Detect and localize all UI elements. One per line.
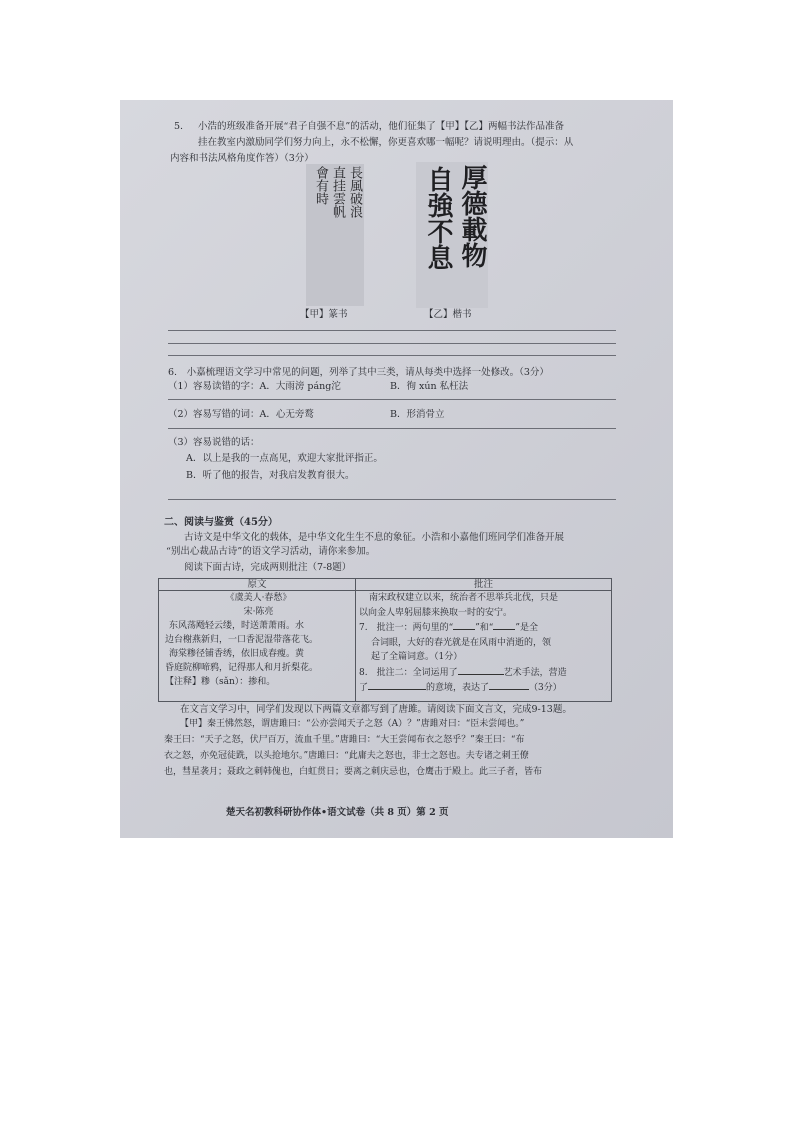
note-7-line3: 起了全篇词意。（1分） <box>371 652 463 662</box>
answer-blank[interactable] <box>458 665 504 675</box>
q5-number: 5. <box>174 121 184 132</box>
prose-line: 衣之怒，亦免冠徒跣，以头抢地尔。”唐雎曰：“此庸夫之怒也，非士之怒也。夫专诸之刺王僚 <box>164 751 529 761</box>
jia-col-1: 長風破浪 <box>347 166 362 218</box>
answer-blank[interactable] <box>453 620 475 630</box>
q6-sub3-label: （3）容易说错的话： <box>168 437 260 448</box>
poem-instruction: 阅读下面古诗，完成两则批注（7-8题） <box>184 562 352 573</box>
poem-line: 边台榭燕新归，一口香泥湿带落花飞。 <box>165 635 319 645</box>
yi-col-left: 自強不息 <box>423 166 453 270</box>
q6-sub3-a: A．以上是我的一点高见，欢迎大家批评指正。 <box>186 453 383 464</box>
note-7-text-c: ”是全 <box>515 623 539 633</box>
scanned-exam-page <box>120 100 673 838</box>
prose-line: 【甲】秦王怫然怒，谓唐雎曰：“公亦尝闻天子之怒（A）？”唐雎对曰：“臣未尝闻也。” <box>180 719 525 729</box>
yi-caption: 【乙】楷书 <box>424 309 472 320</box>
q6-sub3-b: B．听了他的报告，对我启发教育很大。 <box>186 470 355 481</box>
poem-title: 《虞美人·春愁》 <box>225 593 292 603</box>
jia-col-2: 直挂雲帆 <box>330 166 345 218</box>
note-8-text-a: 8. 批注二：全词运用了 <box>359 667 458 678</box>
note-8-text-e: （3分） <box>529 683 562 693</box>
note-background-2: 以向金人卑躬屈膝来换取一时的安宁。 <box>359 607 513 618</box>
prose-line: 也，彗星袭月；聂政之刺韩傀也，白虹贯日；要离之刺庆忌也，仓鹰击于殿上。此三子者，皆布 <box>164 767 543 777</box>
note-background-1: 南宋政权建立以来，统治者不思举兵北伐，只是 <box>369 593 559 603</box>
prose-intro: 在文言文学习中，同学们发现以下两篇文章都写到了唐雎。请阅读下面文言文，完成9-13题。 <box>180 704 572 715</box>
answer-line <box>168 399 616 400</box>
note-8-line1 <box>359 665 608 681</box>
section-title: 二、阅读与鉴赏（45分） <box>164 517 278 528</box>
answer-line <box>168 343 616 344</box>
poem-original-cell <box>159 591 356 702</box>
table-head-original: 原文 <box>159 579 356 591</box>
poem-author: 宋·陈亮 <box>243 607 274 617</box>
calligraphy-jia <box>306 164 364 306</box>
poem-line: 海棠糁径铺香绣，依旧成春瘦。黄 <box>169 649 305 659</box>
answer-line <box>168 355 616 356</box>
answer-line <box>168 428 616 429</box>
note-8-text-b: 艺术手法，营造 <box>503 667 567 678</box>
poem-line: 东风荡飏轻云缕，时送萧萧雨。水 <box>169 621 305 631</box>
answer-blank[interactable] <box>368 680 426 690</box>
q6-text: 6. 小嘉梳理语文学习中常见的问题，列举了其中三类，请从每类中选择一处修改。（3分） <box>168 367 549 378</box>
jia-caption: 【甲】篆书 <box>300 309 348 320</box>
page-footer: 楚天名初教科研协作体•语文试卷（共 8 页）第 2 页 <box>226 807 449 818</box>
note-8-line2 <box>359 680 608 696</box>
q6-sub2-b: B．形消骨立 <box>390 409 445 420</box>
q5-text-line3: 内容和书法风格角度作答）（3分） <box>170 153 314 164</box>
yi-col-right: 厚德載物 <box>457 164 487 268</box>
q6-sub1-a: （1）容易读错的字：A．大雨滂 páng沱 <box>168 381 341 392</box>
answer-line <box>168 499 616 500</box>
note-7-text-b: ”和“ <box>475 623 494 633</box>
jia-col-3: 會有時 <box>313 166 328 205</box>
section-intro-1: 古诗文是中华文化的载体，是中华文化生生不息的象征。小浩和小嘉他们班同学们准备开展 <box>184 532 565 543</box>
poem-notes-cell <box>356 591 612 702</box>
q6-sub1-b: B．徇 xún 私枉法 <box>390 381 469 392</box>
answer-blank[interactable] <box>489 680 529 690</box>
q6-sub2-a: （2）容易写错的词：A．心无旁鹜 <box>168 409 314 420</box>
answer-blank[interactable] <box>493 620 515 630</box>
note-7-text-a: 7. 批注一：两句里的“ <box>359 623 454 633</box>
section-intro-2: “别出心裁品古诗”的语文学习活动，请你来参加。 <box>166 546 376 557</box>
poem-line: 昏庭院柳啼鸦，记得那人和月折梨花。 <box>165 663 319 673</box>
poem-note: 【注释】糁（sǎn）：掺和。 <box>165 677 276 687</box>
note-8-text-d: 的意境，表达了 <box>426 683 490 693</box>
note-7-line2: 合词眼，大好的春光就是在风雨中消逝的，领 <box>371 637 552 648</box>
poem-table <box>158 578 612 702</box>
table-head-notes: 批注 <box>356 579 612 591</box>
note-7-line1 <box>359 620 608 636</box>
q5-text-line1: 小浩的班级准备开展“君子自强不息”的活动，他们征集了【甲】【乙】两幅书法作品准备 <box>198 121 564 132</box>
note-8-text-c: 了 <box>359 683 369 693</box>
answer-line <box>168 330 616 331</box>
calligraphy-yi <box>416 162 488 308</box>
prose-line: 秦王曰：“天子之怒，伏尸百万，流血千里。”唐雎曰：“大王尝闻布衣之怒乎？”秦王曰：“布 <box>164 735 525 745</box>
q5-text-line2: 挂在教室内激励同学们努力向上，永不松懈，你更喜欢哪一幅呢？请说明理由。（提示：从 <box>198 137 574 148</box>
